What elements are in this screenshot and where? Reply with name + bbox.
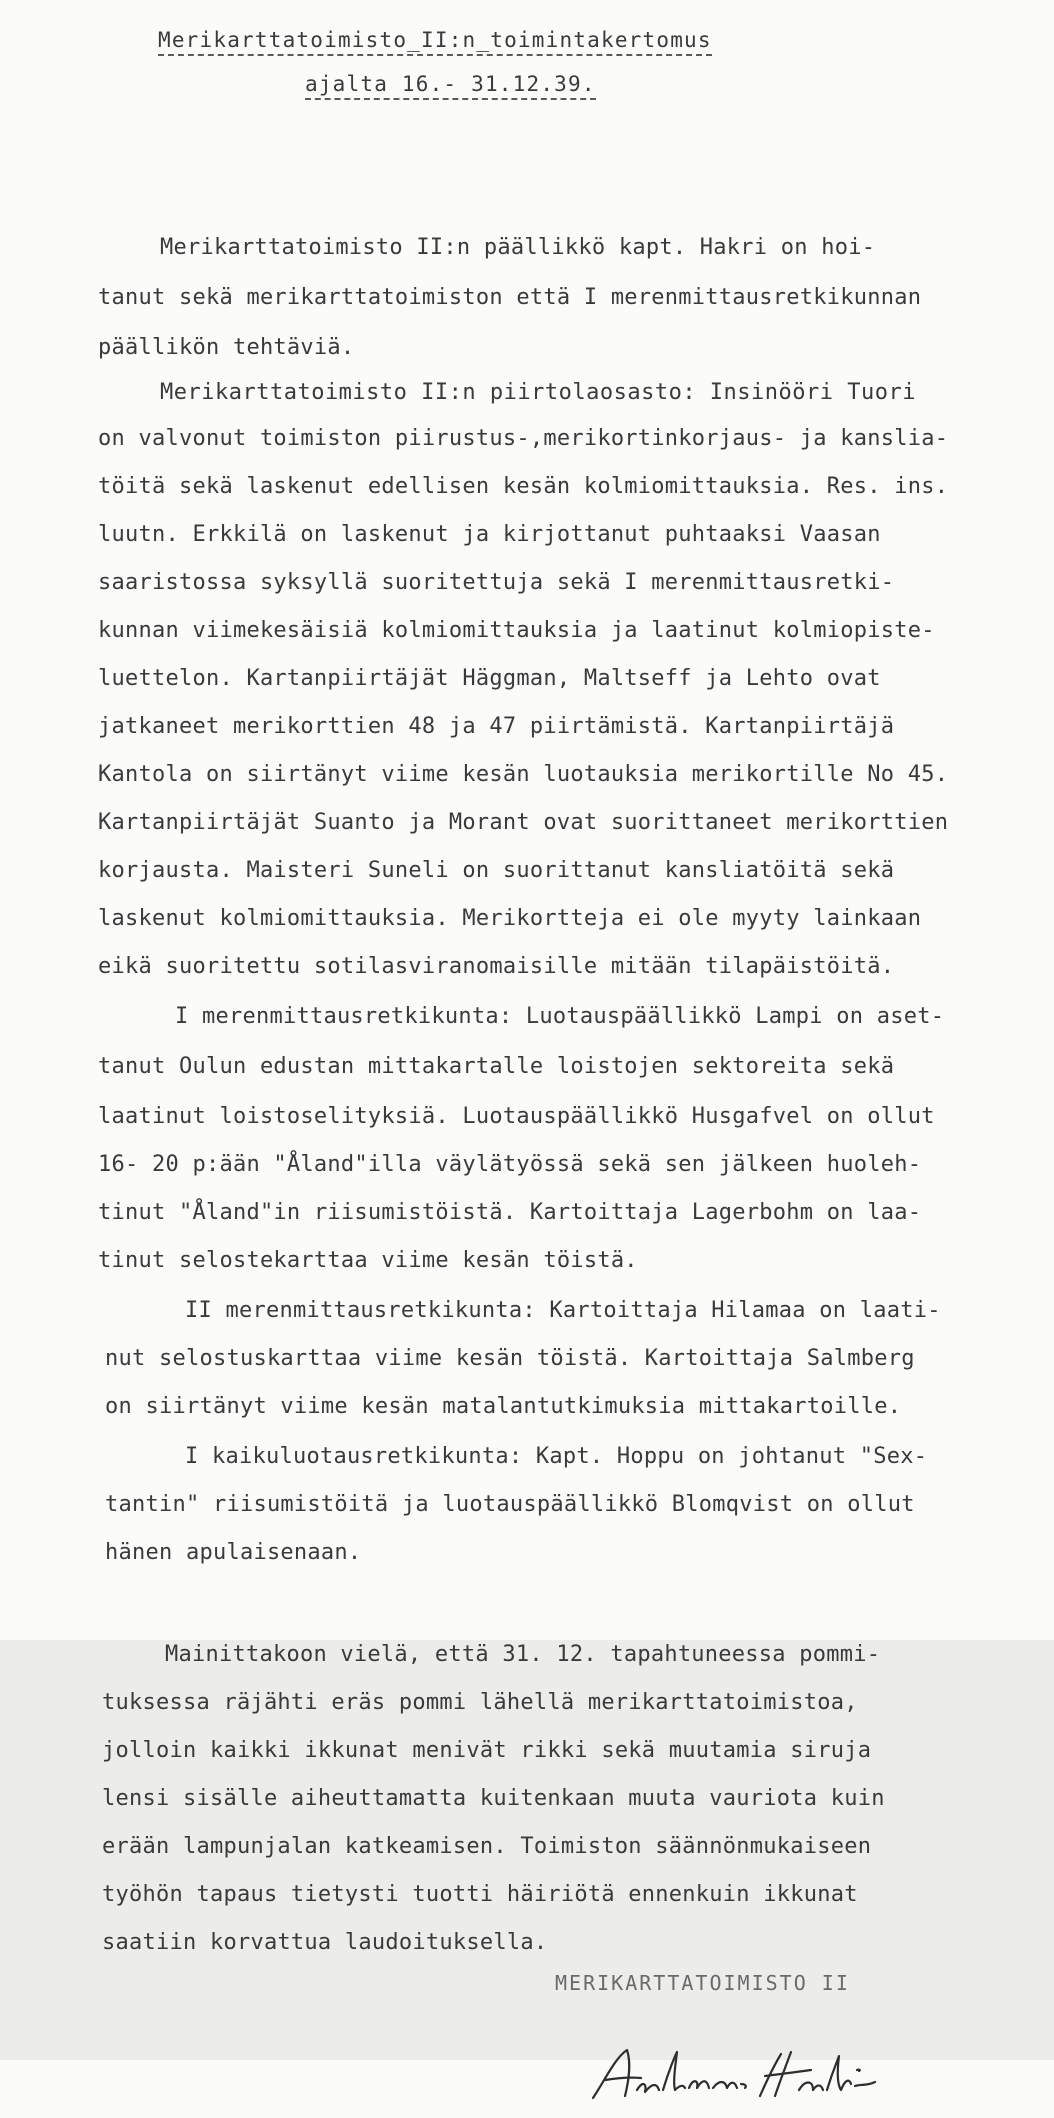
text-line: tinut selostekarttaa viime kesän töistä. (98, 1248, 638, 1273)
text-line: lensi sisälle aiheuttamatta kuitenkaan muuta vauriota kuin (102, 1786, 885, 1811)
text-line: tuksessa räjähti eräs pommi lähellä merikarttatoimistoa, (102, 1690, 858, 1715)
text-line: on valvonut toimiston piirustus-,merikortinkorjaus- ja kanslia- (98, 426, 949, 451)
text-line: I merenmittausretkikunta: Luotauspäällikkö Lampi on aset- (175, 1004, 945, 1029)
text-line: tinut "Åland"in riisumistöistä. Kartoittaja Lagerbohm on laa- (98, 1200, 922, 1225)
text-line: jolloin kaikki ikkunat menivät rikki sekä muutamia siruja (102, 1738, 872, 1763)
text-line: Merikarttatoimisto II:n piirtolaosasto: Insinööri Tuori (160, 380, 916, 405)
handwritten-signature (585, 2040, 885, 2110)
text-line: eikä suoritettu sotilasviranomaisille mitään tilapäistöitä. (98, 954, 895, 979)
text-line: saatiin korvattua laudoituksella. (102, 1930, 548, 1955)
text-line: kunnan viimekesäisiä kolmiomittauksia ja laatinut kolmiopiste- (98, 618, 935, 643)
document-title: Merikarttatoimisto_II:n_toimintakertomus (158, 28, 712, 56)
text-line: tanut sekä merikarttatoimiston että I merenmittausretkikunnan (98, 285, 922, 310)
text-line: luutn. Erkkilä on laskenut ja kirjottanut puhtaaksi Vaasan (98, 522, 881, 547)
text-line: II merenmittausretkikunta: Kartoittaja Hilamaa on laati- (185, 1298, 941, 1323)
text-line: päällikön tehtäviä. (98, 335, 355, 360)
text-line: nut selostuskarttaa viime kesän töistä. Kartoittaja Salmberg (105, 1346, 915, 1371)
text-line: laatinut loistoselityksiä. Luotauspäällikkö Husgafvel on ollut (98, 1104, 935, 1129)
text-line: tanut Oulun edustan mittakartalle loistojen sektoreita sekä (98, 1054, 895, 1079)
text-line: työhön tapaus tietysti tuotti häiriötä ennenkuin ikkunat (102, 1882, 858, 1907)
text-line: luettelon. Kartanpiirtäjät Häggman, Maltseff ja Lehto ovat (98, 666, 881, 691)
text-line: Mainittakoon vielä, että 31. 12. tapahtuneessa pommi- (165, 1642, 881, 1667)
text-line: Kantola on siirtänyt viime kesän luotauksia merikortille No 45. (98, 762, 949, 787)
text-line: hänen apulaisenaan. (105, 1540, 362, 1565)
text-line: saaristossa syksyllä suoritettuja sekä I merenmittausretki- (98, 570, 895, 595)
document-period: ajalta 16.- 31.12.39. (305, 72, 596, 100)
organization-stamp: MERIKARTTATOIMISTO II (555, 1971, 850, 1995)
text-line: tantin" riisumistöitä ja luotauspäällikkö Blomqvist on ollut (105, 1492, 915, 1517)
text-line: töitä sekä laskenut edellisen kesän kolmiomittauksia. Res. ins. (98, 474, 949, 499)
text-line: jatkaneet merikorttien 48 ja 47 piirtämistä. Kartanpiirtäjä (98, 714, 895, 739)
text-line: korjausta. Maisteri Suneli on suorittanut kansliatöitä sekä (98, 858, 895, 883)
text-line: I kaikuluotausretkikunta: Kapt. Hoppu on johtanut "Sex- (185, 1444, 928, 1469)
text-line: laskenut kolmiomittauksia. Merikortteja ei ole myyty lainkaan (98, 906, 922, 931)
text-line: Kartanpiirtäjät Suanto ja Morant ovat suorittaneet merikorttien (98, 810, 949, 835)
text-line: 16- 20 p:ään "Åland"illa väylätyössä sekä sen jälkeen huoleh- (98, 1152, 922, 1177)
text-line: erään lampunjalan katkeamisen. Toimiston säännönmukaiseen (102, 1834, 872, 1859)
text-line: Merikarttatoimisto II:n päällikkö kapt. Hakri on hoi- (160, 235, 876, 260)
text-line: on siirtänyt viime kesän matalantutkimuksia mittakartoille. (105, 1394, 902, 1419)
